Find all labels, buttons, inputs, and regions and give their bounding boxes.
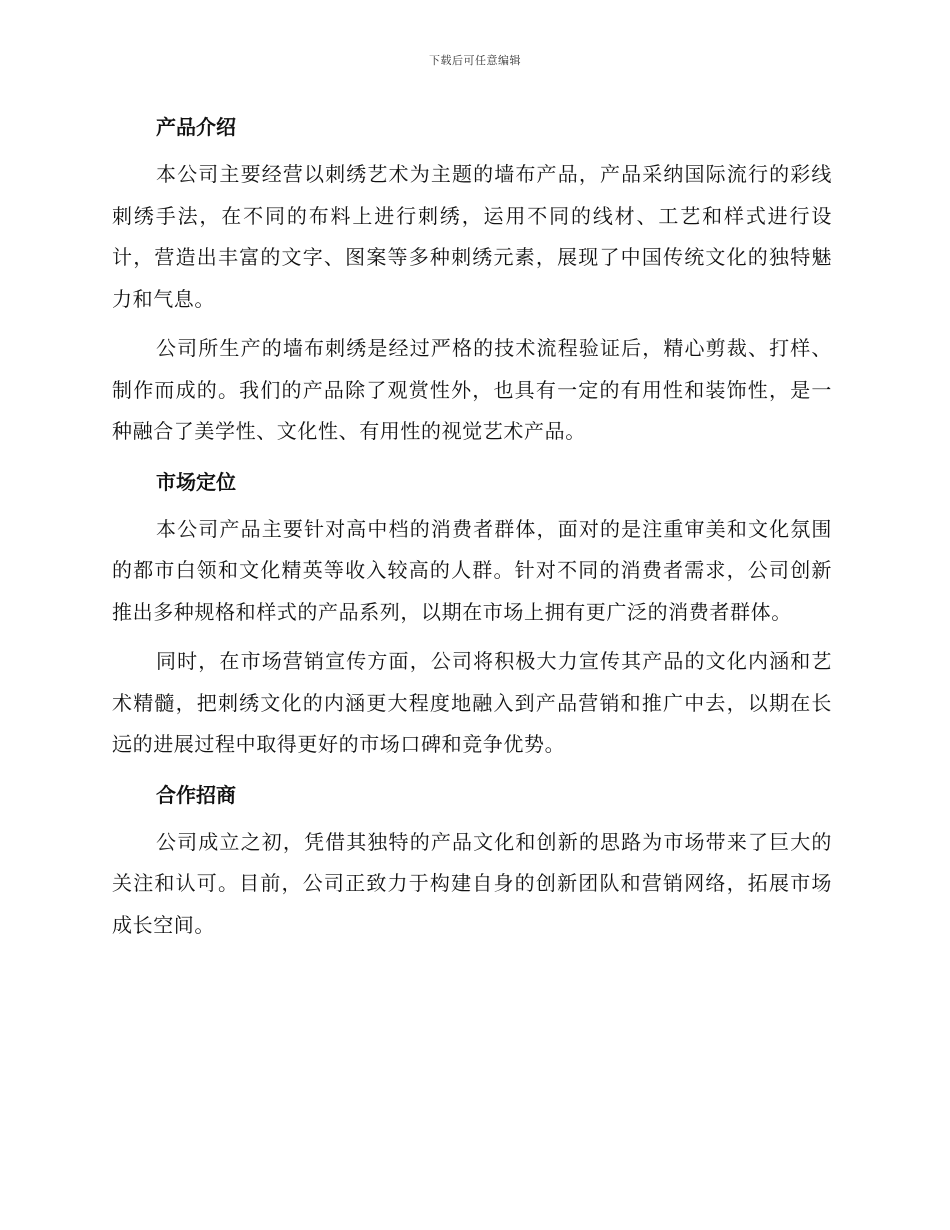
section-title: 产品介绍 bbox=[156, 115, 236, 139]
paragraph: 公司所生产的墙布刺绣是经过严格的技术流程验证后，精心剪裁、打样、制作而成的。我们的产品除了观赏性外，也具有一定的有用性和装饰性，是一种融合了美学性、文化性、有用性的视觉艺术产品。 bbox=[112, 336, 832, 443]
paragraph: 公司成立之初，凭借其独特的产品文化和创新的思路为市场带来了巨大的关注和认可。目前，公司正致力于构建自身的创新团队和营销网络，拓展市场成长空间。 bbox=[112, 829, 832, 937]
page-header: 下载后可任意编辑 bbox=[429, 54, 521, 67]
document-body bbox=[112, 106, 832, 954]
section-title: 市场定位 bbox=[156, 469, 236, 494]
paragraph: 本公司主要经营以刺绣艺术为主题的墙布产品，产品采纳国际流行的彩线刺绣手法，在不同的布料上进行刺绣，运用不同的线材、工艺和样式进行设计，营造出丰富的文字、图案等多种刺绣元素，展现了中国传统文化的独特魅力和气息。 bbox=[112, 162, 832, 311]
paragraph: 同时，在市场营销宣传方面，公司将积极大力宣传其产品的文化内涵和艺术精髓，把刺绣文化的内涵更大程度地融入到产品营销和推广中去，以期在长远的进展过程中取得更好的市场口碑和竞争优势。 bbox=[112, 649, 832, 756]
section-title: 合作招商 bbox=[156, 782, 236, 807]
paragraph: 本公司产品主要针对高中档的消费者群体，面对的是注重审美和文化氛围的都市白领和文化精英等收入较高的人群。针对不同的消费者需求，公司创新推出多种规格和样式的产品系列，以期在市场上拥有更广泛的消费者群体。 bbox=[112, 516, 832, 624]
section-market-positioning bbox=[112, 461, 832, 766]
section-product-intro bbox=[112, 106, 832, 453]
section-cooperation bbox=[112, 774, 832, 947]
